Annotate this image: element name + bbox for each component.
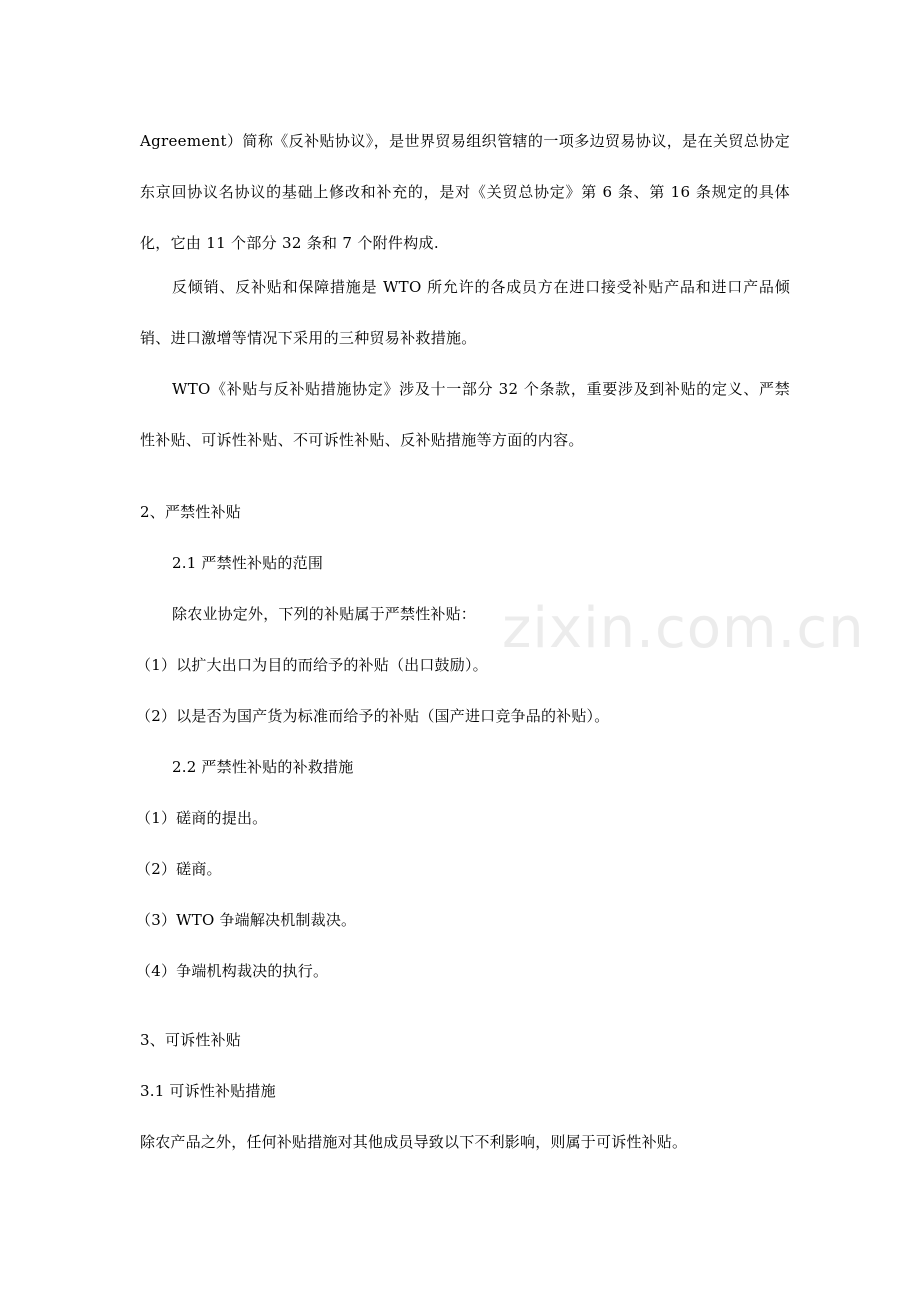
list-item: （2）以是否为国产货为标准而给予的补贴（国产进口竞争品的补贴）。 <box>136 707 610 725</box>
heading-section-2-2: 2.2 严禁性补贴的补救措施 <box>172 758 354 776</box>
paragraph-agreement: Agreement）简称《反补贴协议》，是世界贸易组织管辖的一项多边贸易协议，是在关贸总协定东京回协议名协议的基础上修改和补充的，是对《关贸总协定》第 6 条、第 16 条规定的具体化，它由 11 个部分 32 条和 7 个附件构成. <box>140 132 790 252</box>
heading-section-2: 2、严禁性补贴 <box>140 503 241 521</box>
list-item: （2）磋商。 <box>136 860 222 878</box>
paragraph-actionable-intro: 除农产品之外，任何补贴措施对其他成员导致以下不利影响，则属于可诉性补贴。 <box>140 1133 688 1151</box>
list-item: （1）以扩大出口为目的而给予的补贴（出口鼓励）。 <box>136 656 488 674</box>
heading-section-3: 3、可诉性补贴 <box>140 1031 241 1049</box>
list-item: （1）磋商的提出。 <box>136 809 268 827</box>
heading-section-2-1: 2.1 严禁性补贴的范围 <box>172 554 324 572</box>
paragraph-trade-remedies: 反倾销、反补贴和保障措施是 WTO 所允许的各成员方在进口接受补贴产品和进口产品倾销、进口激增等情况下采用的三种贸易补救措施。 <box>140 278 790 347</box>
paragraph-prohibited-intro: 除农业协定外，下列的补贴属于严禁性补贴： <box>172 605 477 623</box>
list-item: （3）WTO 争端解决机制裁决。 <box>136 911 357 929</box>
watermark: zixin.com.cn <box>502 596 865 661</box>
heading-section-3-1: 3.1 可诉性补贴措施 <box>140 1082 276 1100</box>
list-item: （4）争端机构裁决的执行。 <box>136 962 329 980</box>
paragraph-wto-agreement: WTO《补贴与反补贴措施协定》涉及十一部分 32 个条款，重要涉及到补贴的定义、严禁性补贴、可诉性补贴、不可诉性补贴、反补贴措施等方面的内容。 <box>140 380 790 449</box>
